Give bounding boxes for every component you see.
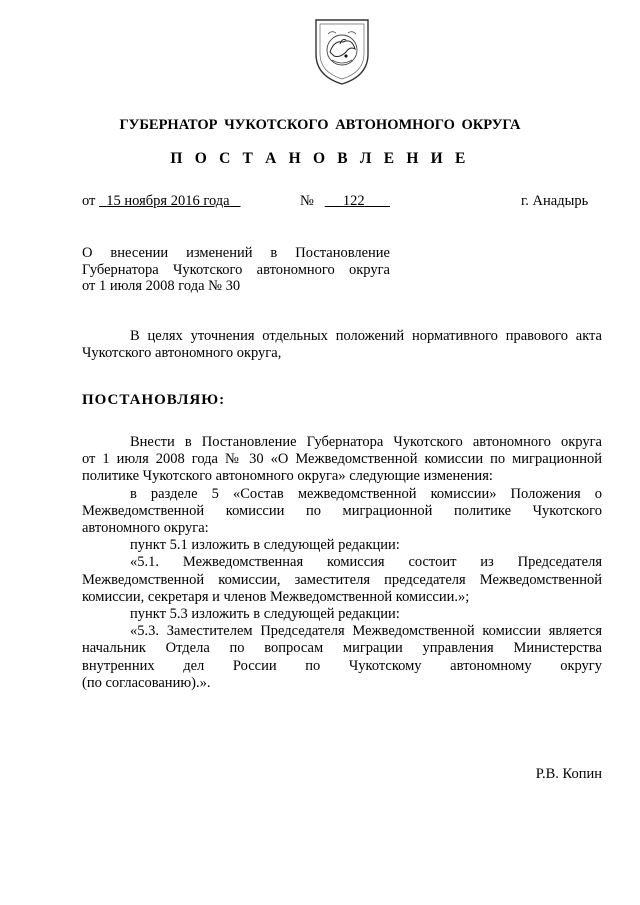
subject-line: от 1 июля 2008 года № 30 <box>82 278 241 294</box>
body-line: в разделе 5 «Состав межведомственной комиссии» Положения о <box>130 485 602 502</box>
document-number: 122 <box>342 193 365 209</box>
signer-name: Р.В. Копин <box>535 766 602 782</box>
decree-body <box>82 434 602 692</box>
body-line: (по согласованию).». <box>82 674 211 691</box>
date-prefix: от <box>82 193 96 209</box>
document-city: г. Анадырь <box>521 193 589 209</box>
subject-line: О внесении изменений в Постановление <box>82 245 390 261</box>
body-line: Внести в Постановление Губернатора Чукотского автономного округа <box>130 434 602 450</box>
subject-line: Губернатора Чукотского автономного округа <box>82 261 390 278</box>
body-line: автономного округа: <box>82 520 209 537</box>
body-line: пункт 5.3 изложить в следующей редакции: <box>130 606 400 623</box>
number-block <box>300 193 390 210</box>
document-type: П О С Т А Н О В Л Е Н И Е <box>170 150 470 167</box>
preamble-line: В целях уточнения отдельных положений нормативного правового акта <box>130 328 602 344</box>
coat-of-arms-emblem <box>310 14 374 86</box>
decree-word: ПОСТАНОВЛЯЮ: <box>82 392 226 408</box>
document-date: 15 ноября 2016 года <box>106 193 230 209</box>
body-line: Межведомственной комиссии, заместителя председателя Межведомственной <box>82 571 602 588</box>
preamble-line: Чукотского автономного округа, <box>82 345 282 362</box>
authority-title: ГУБЕРНАТОР ЧУКОТСКОГО АВТОНОМНОГО ОКРУГА <box>119 117 521 133</box>
date-block <box>82 193 240 210</box>
body-line: начальник Отдела по вопросам миграции управления Министерства <box>82 640 602 657</box>
body-line: Межведомственной комиссии по миграционной политике Чукотского <box>82 502 602 519</box>
body-line: политике Чукотского автономного округа» следующие изменения: <box>82 468 493 485</box>
body-line: внутренних дел России по Чукотскому автономному округу <box>82 657 602 674</box>
body-line: комиссии, секретаря и членов Межведомственной комиссии.»; <box>82 588 470 605</box>
preamble <box>82 328 602 362</box>
body-line: «5.1. Межведомственная комиссия состоит из Председателя <box>130 554 602 571</box>
body-line: «5.3. Заместителем Председателя Межведомственной комиссии является <box>130 623 602 640</box>
body-line: от 1 июля 2008 года № 30 «О Межведомственной комиссии по миграционной <box>82 451 602 468</box>
document-subject <box>82 245 390 295</box>
body-line: пункт 5.1 изложить в следующей редакции: <box>130 537 400 554</box>
number-label: № <box>300 193 314 209</box>
